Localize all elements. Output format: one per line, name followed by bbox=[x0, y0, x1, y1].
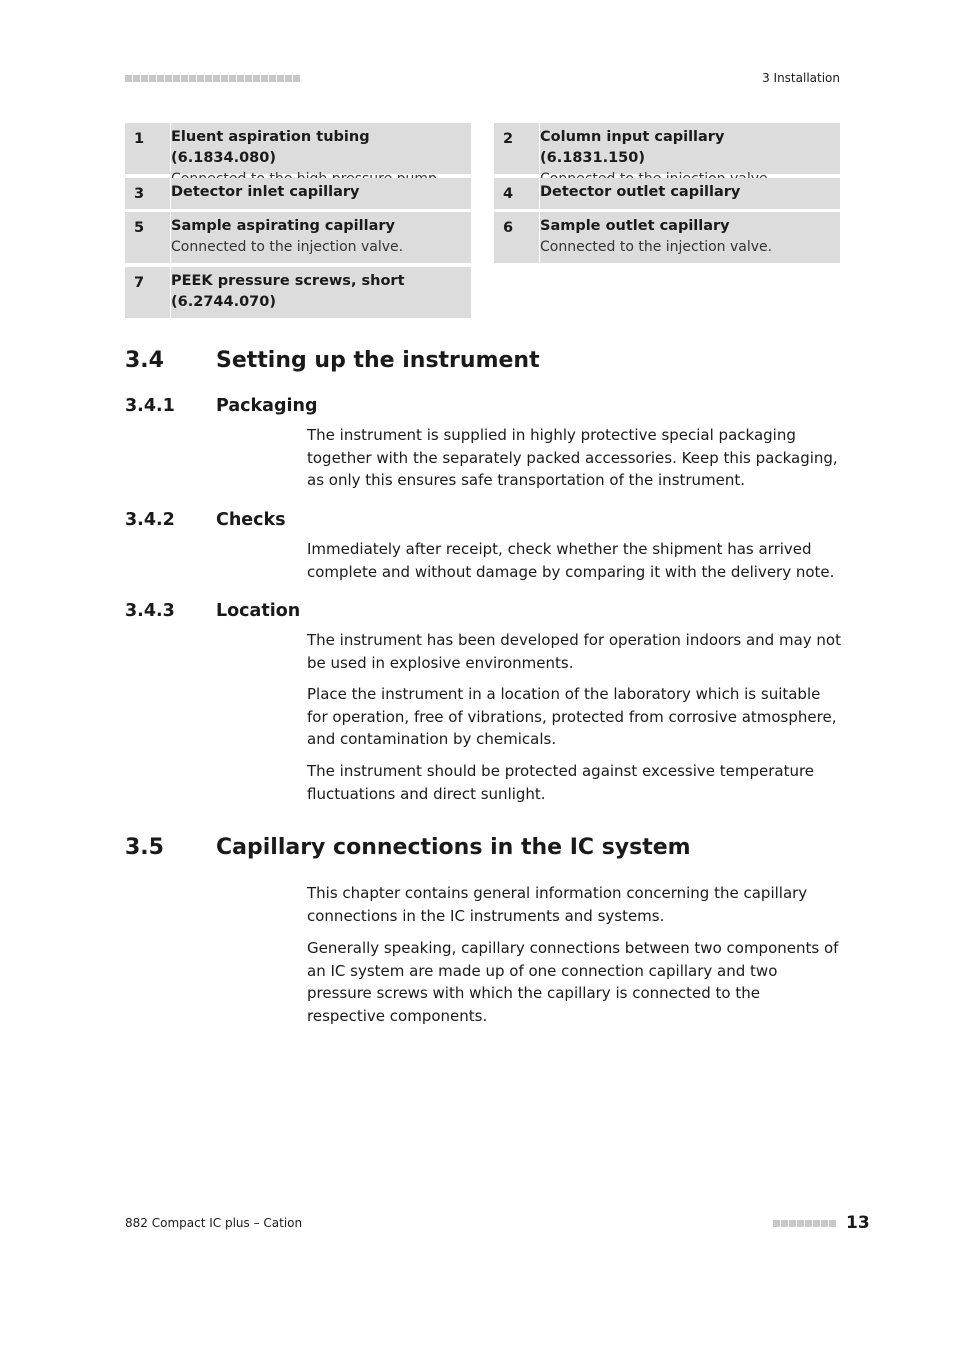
legend-title: PEEK pressure screws, short (6.2744.070) bbox=[171, 273, 405, 310]
footer-product: 882 Compact IC plus – Cation bbox=[125, 1216, 303, 1230]
legend-number: 1 bbox=[134, 131, 145, 147]
legend-number: 5 bbox=[134, 220, 145, 236]
subsection-heading bbox=[125, 396, 318, 416]
subsection-title: Location bbox=[216, 601, 301, 621]
section-heading bbox=[125, 348, 540, 373]
legend-number: 3 bbox=[134, 186, 145, 202]
subsection-number: 3.4.2 bbox=[125, 510, 175, 530]
legend-title: Eluent aspiration tubing (6.1834.080) bbox=[171, 129, 370, 166]
paragraph: The instrument should be protected against excessive temperature fluctuations and direct sunlight. bbox=[307, 762, 815, 803]
legend-item bbox=[494, 123, 840, 174]
legend-number: 2 bbox=[503, 131, 514, 147]
legend-number: 7 bbox=[134, 275, 145, 291]
legend-item bbox=[494, 178, 840, 209]
subsection-heading bbox=[125, 510, 286, 530]
legend-title: Column input capillary (6.1831.150) bbox=[540, 129, 725, 166]
legend-item bbox=[125, 212, 471, 263]
section-title: Setting up the instrument bbox=[216, 348, 540, 373]
legend-title: Sample aspirating capillary bbox=[171, 218, 395, 234]
legend-item bbox=[125, 267, 471, 318]
paragraph: Generally speaking, capillary connections between two components of an IC system are made up of one connection capillary and two pressure screws with which the capillary is connected to the respective components. bbox=[307, 939, 839, 1025]
subsection-title: Checks bbox=[216, 510, 286, 530]
header-decoration bbox=[125, 75, 300, 82]
subsection-heading bbox=[125, 601, 300, 621]
legend-item bbox=[125, 123, 471, 174]
legend-title: Sample outlet capillary bbox=[540, 218, 730, 234]
legend-title: Detector inlet capillary bbox=[171, 184, 360, 200]
paragraph: The instrument is supplied in highly protective special packaging together with the separately packed accessories. Keep this packaging, as only this ensures safe transportation of the instrument. bbox=[307, 426, 838, 489]
subsection-number: 3.4.3 bbox=[125, 601, 175, 621]
subsection-number: 3.4.1 bbox=[125, 396, 175, 416]
section-heading bbox=[125, 835, 691, 860]
paragraph: The instrument has been developed for operation indoors and may not be used in explosive environments. bbox=[307, 631, 841, 672]
legend-item bbox=[125, 178, 471, 209]
paragraph: This chapter contains general information concerning the capillary connections in the IC instruments and systems. bbox=[307, 884, 808, 925]
legend-item bbox=[494, 212, 840, 263]
paragraph: Place the instrument in a location of the laboratory which is suitable for operation, free of vibrations, protected from corrosive atmosphere, and contamination by chemicals. bbox=[307, 685, 837, 748]
legend-number: 6 bbox=[503, 220, 514, 236]
section-number: 3.5 bbox=[125, 835, 164, 860]
paragraph: Immediately after receipt, check whether the shipment has arrived complete and without damage by comparing it with the delivery note. bbox=[307, 540, 835, 581]
legend-description: Connected to the injection valve. bbox=[171, 239, 404, 255]
chapter-label: 3 Installation bbox=[762, 71, 840, 85]
section-number: 3.4 bbox=[125, 348, 164, 373]
legend-number: 4 bbox=[503, 186, 514, 202]
legend-description: Connected to the injection valve. bbox=[540, 239, 773, 255]
section-title: Capillary connections in the IC system bbox=[216, 835, 691, 860]
subsection-title: Packaging bbox=[216, 396, 318, 416]
page-number: 13 bbox=[846, 1213, 870, 1233]
legend-title: Detector outlet capillary bbox=[540, 184, 741, 200]
footer-decoration bbox=[773, 1220, 836, 1227]
